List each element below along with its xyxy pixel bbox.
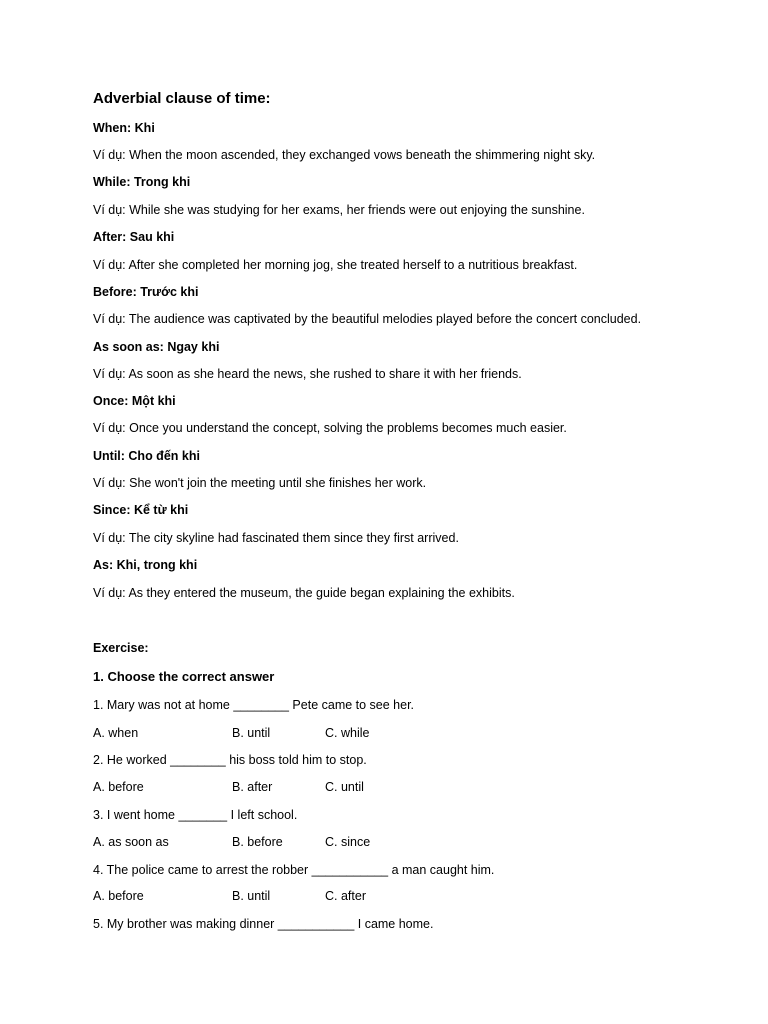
term-when: When: Khi	[93, 121, 155, 135]
option-a: A. as soon as	[93, 835, 169, 849]
term-until: Until: Cho đến khi	[93, 449, 200, 463]
example-once: Ví dụ: Once you understand the concept, solving the problems becomes much easier.	[93, 421, 567, 435]
question-1-options	[93, 725, 693, 741]
question-3-options	[93, 834, 693, 850]
example-since: Ví dụ: The city skyline had fascinated them since they first arrived.	[93, 531, 459, 545]
option-b: B. before	[232, 835, 283, 849]
example-while: Ví dụ: While she was studying for her exams, her friends were out enjoying the sunshine.	[93, 203, 585, 217]
option-b: B. until	[232, 726, 271, 740]
option-c: C. while	[325, 726, 370, 740]
option-a: A. before	[93, 889, 144, 903]
question-3: 3. I went home _______ I left school.	[93, 808, 298, 822]
term-since: Since: Kể từ khi	[93, 503, 189, 517]
term-as-soon-as: As soon as: Ngay khi	[93, 340, 220, 354]
option-c: C. after	[325, 889, 366, 903]
option-c: C. since	[325, 835, 371, 849]
question-1: 1. Mary was not at home ________ Pete came to see her.	[93, 698, 415, 712]
term-while: While: Trong khi	[93, 175, 191, 189]
example-when: Ví dụ: When the moon ascended, they exchanged vows beneath the shimmering night sky.	[93, 148, 596, 162]
term-once: Once: Một khi	[93, 394, 176, 408]
question-4: 4. The police came to arrest the robber ___________ a man caught him.	[93, 863, 495, 877]
example-until: Ví dụ: She won't join the meeting until she finishes her work.	[93, 476, 427, 490]
exercise-section-title: 1. Choose the correct answer	[93, 669, 275, 684]
option-c: C. until	[325, 780, 364, 794]
example-before: Ví dụ: The audience was captivated by the beautiful melodies played before the concert concluded.	[93, 312, 642, 326]
question-2-options	[93, 779, 693, 795]
question-2: 2. He worked ________ his boss told him to stop.	[93, 753, 367, 767]
term-after: After: Sau khi	[93, 230, 175, 244]
example-after: Ví dụ: After she completed her morning jog, she treated herself to a nutritious breakfast.	[93, 258, 578, 272]
option-a: A. when	[93, 726, 139, 740]
option-a: A. before	[93, 780, 144, 794]
option-b: B. after	[232, 780, 273, 794]
example-as: Ví dụ: As they entered the museum, the guide began explaining the exhibits.	[93, 586, 515, 600]
term-before: Before: Trước khi	[93, 285, 199, 299]
question-4-options	[93, 888, 693, 904]
page-title: Adverbial clause of time:	[93, 90, 271, 107]
option-b: B. until	[232, 889, 271, 903]
example-as-soon-as: Ví dụ: As soon as she heard the news, she rushed to share it with her friends.	[93, 367, 522, 381]
term-as: As: Khi, trong khi	[93, 558, 198, 572]
question-5: 5. My brother was making dinner ___________ I came home.	[93, 917, 434, 931]
exercise-heading: Exercise:	[93, 641, 149, 655]
